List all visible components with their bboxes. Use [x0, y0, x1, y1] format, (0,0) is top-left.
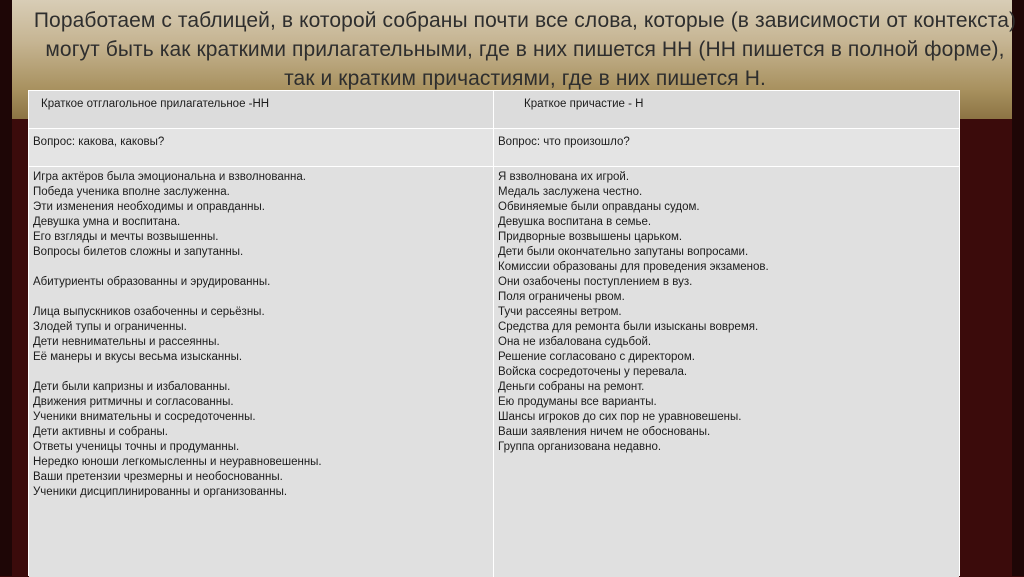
- example-sentence: Девушка умна и воспитана.: [33, 216, 181, 228]
- question-participle: Вопрос: что произошло?: [494, 129, 959, 167]
- example-sentence: Ваши заявления ничем не обоснованы.: [498, 426, 711, 438]
- example-sentence: Лица выпускников озабоченны и серьёзны.: [33, 306, 265, 318]
- blank-line: [33, 365, 493, 380]
- blank-line: [33, 290, 493, 305]
- example-sentence: Нередко юноши легкомысленны и неуравновешенны.: [33, 456, 322, 468]
- example-sentence: Эти изменения необходимы и оправданны.: [33, 201, 265, 213]
- example-sentence: Поля ограничены рвом.: [498, 291, 625, 303]
- example-sentence: Её манеры и вкусы весьма изысканны.: [33, 351, 243, 363]
- example-sentence: Она не избалована судьбой.: [498, 336, 652, 348]
- example-sentence: Шансы игроков до сих пор не уравновешены.: [498, 411, 742, 423]
- example-sentence: Деньги собраны на ремонт.: [498, 381, 645, 393]
- example-sentence: Ею продуманы все варианты.: [498, 396, 657, 408]
- example-sentence: Я взволнована их игрой.: [498, 171, 630, 183]
- example-sentence: Комиссии образованы для проведения экзаменов.: [498, 261, 769, 273]
- example-sentence: Тучи рассеяны ветром.: [498, 306, 622, 318]
- words-table: [28, 90, 960, 576]
- example-sentence: Дети активны и собраны.: [33, 426, 168, 438]
- example-sentence: Злодей тупы и ограниченны.: [33, 321, 187, 333]
- left-dark-stripe: [0, 0, 12, 576]
- participle-examples: [494, 167, 959, 577]
- example-sentence: Абитуриенты образованны и эрудированны.: [33, 276, 271, 288]
- example-sentence: Дети были капризны и избалованны.: [33, 381, 231, 393]
- example-sentence: Дети невнимательны и рассеянны.: [33, 336, 220, 348]
- example-sentence: Его взгляды и мечты возвышенны.: [33, 231, 219, 243]
- example-sentence: Группа организована недавно.: [498, 441, 662, 453]
- question-adjective: Вопрос: какова, каковы?: [29, 129, 494, 167]
- example-sentence: Средства для ремонта были изысканы вовремя.: [498, 321, 759, 333]
- example-sentence: Победа ученика вполне заслуженна.: [33, 186, 230, 198]
- example-sentence: Движения ритмичны и согласованны.: [33, 396, 234, 408]
- example-sentence: Придворные возвышены царьком.: [498, 231, 683, 243]
- header-participle: Краткое причастие - Н: [494, 91, 959, 129]
- header-adjective: Краткое отглагольное прилагательное -НН: [29, 91, 494, 129]
- example-sentence: Ваши претензии чрезмерны и необоснованны.: [33, 471, 283, 483]
- example-sentence: Ученики внимательны и сосредоточенны.: [33, 411, 256, 423]
- example-sentence: Ученики дисциплинированны и организованны.: [33, 486, 288, 498]
- example-sentence: Они озабочены поступлением в вуз.: [498, 276, 693, 288]
- example-sentence: Обвиняемые были оправданы судом.: [498, 201, 700, 213]
- example-sentence: Игра актёров была эмоциональна и взволнованна.: [33, 171, 307, 183]
- example-sentence: Вопросы билетов сложны и запутанны.: [33, 246, 244, 258]
- example-sentence: Дети были окончательно запутаны вопросами.: [498, 246, 749, 258]
- slide-title: Поработаем с таблицей, в которой собраны почти все слова, которые (в зависимости от контекста) могут быть как краткими прилагательными, где в них пишется НН (НН пишется в полной форме), так и кратким причастиями, где в них пишется Н.: [33, 9, 1017, 90]
- example-sentence: Девушка воспитана в семье.: [498, 216, 652, 228]
- adjective-examples: [29, 167, 494, 577]
- example-sentence: Медаль заслужена честно.: [498, 186, 643, 198]
- example-sentence: Ответы ученицы точны и продуманны.: [33, 441, 240, 453]
- blank-line: [33, 260, 493, 275]
- example-sentence: Войска сосредоточены у перевала.: [498, 366, 688, 378]
- example-sentence: Решение согласовано с директором.: [498, 351, 695, 363]
